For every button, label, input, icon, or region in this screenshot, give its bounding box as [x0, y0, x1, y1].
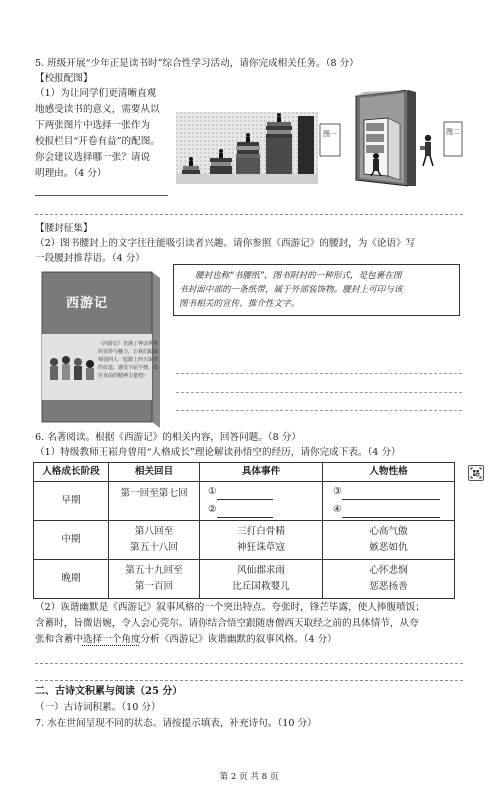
blurb-line: 往直前的精神力量吧! [98, 373, 146, 379]
dashed-answer-line[interactable] [35, 663, 463, 664]
fill-blank-4[interactable] [342, 506, 440, 518]
trait-text: 惩恶扬善 [369, 581, 408, 592]
waistband-definition-box [173, 264, 460, 316]
col-header-events: 具体事件 [200, 463, 323, 482]
blurb-line: 的奇妙与魅力，让我们跟随 [98, 349, 159, 355]
prompt-fragment: 张和含蓄中 [35, 634, 83, 645]
blurb-line: 的征途，感受不屈不挠，勇 [98, 365, 159, 371]
prompt-line: 你会建议选择哪一张？请说 [35, 152, 151, 163]
table-row [34, 560, 455, 599]
chapter-cell [109, 521, 200, 560]
q6-part1-prompt: （1）特级教师王崧舟曾用“人格成长”理论解读孙悟空的经历，请你完成下表。（4 分） [35, 447, 401, 458]
blurb-line: 师徒四人一起踏上西天取经 [98, 357, 159, 363]
fill-blank-3[interactable] [342, 488, 440, 500]
blank-marker: ② [208, 504, 217, 515]
prompt-line: （2）诙谐幽默是《西游记》叙事风格的一个突出特点。夸张时，锋芒毕露，使人捧腹喷饭； [35, 602, 425, 613]
answer-line[interactable] [176, 392, 462, 393]
trait-cell [323, 482, 455, 521]
prompt-line: （1）为让同学们更清晰直观 [35, 88, 157, 99]
waistband-blurb [98, 340, 158, 380]
fill-blank-1[interactable] [217, 488, 273, 500]
prompt-line: 校报栏目“开卷有益”的配图。 [35, 136, 160, 147]
table-header-row [34, 463, 455, 482]
blank-marker: ① [208, 486, 217, 497]
qr-scan-icon[interactable] [468, 465, 484, 481]
event-text: 三打白骨精 [237, 526, 285, 537]
table-row [34, 521, 455, 560]
col-header-stage: 人格成长阶段 [34, 463, 109, 482]
stage-cell: 中期 [34, 521, 109, 560]
event-text: 风仙郡求雨 [237, 565, 285, 576]
q6-part2-prompt [35, 601, 425, 646]
q7-stem: 7. 水在世间呈现不同的状态。请按提示填表，补充诗句。（10 分） [35, 718, 317, 729]
prompt-fragment: 分析《西游记》诙谐幽默的叙事风格。（4 分） [140, 634, 337, 645]
chapter-text: 第五十八回 [130, 542, 178, 553]
q5-stem: 5. 班级开展“少年正是读书时”综合性学习活动，请你完成相关任务。（8 分） [35, 58, 359, 69]
trait-cell [323, 521, 455, 560]
col-header-traits: 人物性格 [323, 463, 455, 482]
table-row [34, 482, 455, 521]
book-title: 西游记 [66, 296, 109, 311]
stage-cell: 晚期 [34, 560, 109, 599]
answer-line[interactable] [35, 195, 168, 196]
col-header-chapters: 相关回目 [109, 463, 200, 482]
growth-stage-table [33, 462, 455, 599]
prompt-line: 地感受读书的意义，需要从以 [35, 104, 160, 115]
q5-part2-line2: 一段腰封推荐语。（4 分） [35, 253, 145, 264]
chapter-text: 第一回至第七回 [120, 488, 188, 499]
q5-part1-prompt [35, 87, 160, 180]
prompt-line: 含蓄时，旨微语婉，令人会心莞尔。请你结合悟空跟随唐僧西天取经之前的具体情节，从夸 [35, 618, 419, 629]
q6-stem: 6. 名著阅读。根据《西游记》的相关内容，回答问题。（8 分） [35, 432, 301, 443]
chapter-text: 第一百回 [134, 581, 174, 592]
fill-blank-2[interactable] [217, 506, 273, 518]
chapter-cell [109, 560, 200, 599]
event-text: 比丘国救婴儿 [232, 581, 290, 592]
blurb-line: 《西游记》充满了神话世界 [98, 341, 159, 347]
note-line: 腰封也称“书腰纸”，图书附封的一种形式，是包裹在图 [195, 271, 402, 281]
event-text: 神狂诛草寇 [237, 542, 285, 553]
q5-part2-line1: （2）图书腰封上的文字往往能吸引读者兴趣。请你参照《西游记》的腰封，为《论语》写 [35, 238, 416, 249]
chapter-text: 第八回至 [134, 526, 174, 537]
section-title-illustration: 【校报配图】 [35, 73, 93, 84]
event-cell [200, 521, 323, 560]
section-title-waistband: 【腰封征集】 [35, 223, 93, 234]
answer-line[interactable] [176, 373, 462, 374]
emphasized-fragment: 选择一个角度 [82, 634, 141, 645]
event-cell [200, 482, 323, 521]
xiyouji-book-cover [38, 268, 158, 426]
note-line: 图书相关的宣传、推介性文字。 [179, 299, 300, 309]
subsection-heading: （一）古诗词积累。（10 分） [35, 702, 161, 713]
answer-line[interactable] [176, 410, 462, 411]
stage-cell: 早期 [34, 482, 109, 521]
figure-one-books-stairs [176, 112, 318, 184]
note-line: 书封面中部的一条纸带，属于外部装饰物。腰封上可印与该 [179, 285, 403, 295]
dashed-answer-line[interactable] [35, 214, 463, 215]
prompt-line [35, 633, 425, 646]
event-cell [200, 560, 323, 599]
prompt-line: 下两张图片中选择一张作为 [35, 120, 151, 131]
prompt-line: 明理由。（4 分） [35, 168, 107, 179]
figure-two-label: 图二 [446, 128, 460, 136]
blank-marker: ④ [333, 504, 342, 515]
dashed-answer-line[interactable] [35, 680, 463, 681]
trait-text: 嫉恶如仇 [369, 542, 408, 553]
chapter-cell [109, 482, 200, 521]
chapter-text: 第五十九回至 [125, 565, 183, 576]
section-heading: 二、古诗文积累与阅读（25 分） [35, 686, 183, 697]
trait-text: 心怀悲悯 [369, 565, 408, 576]
page-footer: 第 2 页 共 8 页 [219, 772, 279, 782]
blank-marker: ③ [333, 486, 342, 497]
figure-one-label: 图一 [323, 130, 337, 138]
trait-cell [323, 560, 455, 599]
trait-text: 心高气傲 [369, 526, 408, 537]
figure-two-book-door [316, 90, 466, 190]
